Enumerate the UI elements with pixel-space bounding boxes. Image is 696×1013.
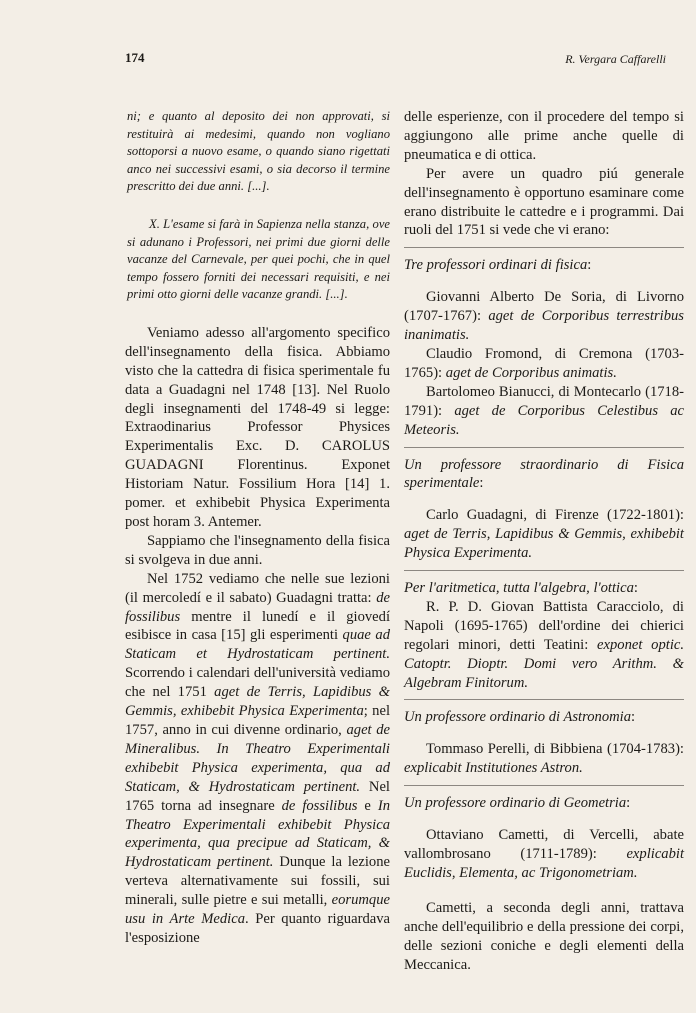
quote-block-2: X. L'esame si farà in Sapienza nella stanza, ove si adunano i Professori, nei primi due giorni delle vacanze del Carnevale, per quei pochi, che in quel tempo fossero forniti dei necessari requisiti, e nei primi otto giorni delle vacanze grandi. [...]. bbox=[127, 216, 390, 302]
right-column bbox=[404, 108, 684, 974]
section-heading: Tre professori ordinari di fisica: bbox=[404, 257, 592, 274]
professor-entry: Bartolomeo Bianucci, di Montecarlo (1718-1791): aget de Corporibus Celestibus ac Meteoris. bbox=[404, 383, 684, 438]
divider bbox=[404, 247, 684, 248]
paragraph: Veniamo adesso all'argomento specifico dell'insegnamento della fisica. Abbiamo visto che la cattedra di fisica sperimentale fu data a Guadagni nel 1748 [13]. Nel Ruolo degli insegnamenti del 1748-49 si legge: Extraodinarius Professor Physices Experimentalis Exc. D. CAROLUS GUADAGNI Florentinus. Exponet Historiam Natur. Fossilium Hora [14] 1. pomer. et exhibebit Physica Experimenta post horam 3. Antemer. bbox=[125, 324, 390, 530]
paragraph: Nel 1752 vediamo che nelle sue lezioni (il mercoledí e il sabato) Guadagni tratta: de fossilibus mentre il lunedí e il giovedí esibisce in casa [15] gli esperimenti quae ad Staticam et Hydrostaticam pertinent. Scorrendo i calendari dell'università vediamo che nel 1751 aget de Terris, Lapidibus & Gemmis, exhibebit Physica Experimenta; nel 1757, anno in cui divenne ordinario, aget de Mineralibus. In Theatro Experimentali exhibebit Physica experimenta, qua ad Staticam, & Hydrostaticam pertinent. Nel 1765 torna ad insegnare de fossilibus e In Theatro Experimentali exhibebit Physica experimenta, qua precipue ad Staticam, & Hydrostaticam pertinent. Dunque la lezione verteva alternativamente sui fossili, sui minerali, sulle pietre e sui metalli, eorumque usu in Arte Medica. Per quanto riguardava l'esposizione bbox=[125, 570, 390, 946]
section-heading: Un professore ordinario di Astronomia: bbox=[404, 709, 636, 726]
divider bbox=[404, 785, 684, 786]
professor-entry: Claudio Fromond, di Cremona (1703-1765): aget de Corporibus animatis. bbox=[404, 345, 684, 381]
page-number: 174 bbox=[125, 50, 145, 65]
divider bbox=[404, 570, 684, 571]
page-header bbox=[0, 50, 696, 70]
section-heading: Un professore straordinario di Fisica sperimentale: bbox=[404, 456, 684, 492]
professor-entry: R. P. D. Giovan Battista Caracciolo, di Napoli (1695-1765) dell'ordine dei chierici regolari minori, detti Teatini: exponet optic. Catoptr. Dioptr. Domi vero Arithm. & Algebram Finitorum. bbox=[404, 598, 684, 691]
paragraph: Cametti, a seconda degli anni, trattava anche dell'equilibrio e della pressione dei corpi, delle sezioni coniche e degli elementi della Meccanica. bbox=[404, 899, 684, 973]
professor-entry: Ottaviano Cametti, di Vercelli, abate vallombrosano (1711-1789): explicabit Euclidis, Elementa, ac Trigonometriam. bbox=[404, 827, 684, 881]
paragraph: delle esperienze, con il procedere del tempo si aggiungono alle prime anche quelle di pneumatica e di ottica. bbox=[404, 109, 684, 163]
professor-entry: Tommaso Perelli, di Bibbiena (1704-1783): explicabit Institutiones Astron. bbox=[404, 741, 684, 777]
divider bbox=[404, 699, 684, 700]
professor-entry: Carlo Guadagni, di Firenze (1722-1801): aget de Terris, Lapidibus & Gemmis, exhibebit Physica Experimenta. bbox=[404, 507, 684, 562]
running-head: R. Vergara Caffarelli bbox=[565, 52, 666, 66]
section-heading: Un professore ordinario di Geometria: bbox=[404, 795, 631, 812]
paragraph: Per avere un quadro piú generale dell'insegnamento è opportuno esaminare come erano distribuite le cattedre e i programmi. Dai ruoli del 1751 si vede che vi erano: bbox=[404, 165, 684, 239]
divider bbox=[404, 447, 684, 448]
quote-block-1: ni; e quanto al deposito dei non approvati, si restituirà ai medesimi, quando non vogliano sottoporsi a nuovo esame, o quando siano rigettati anco nei successivi esami, o sia decorso il termine prescritto dei due anni. [...]. bbox=[127, 109, 390, 194]
section-heading: Per l'aritmetica, tutta l'algebra, l'ottica: bbox=[404, 580, 638, 597]
paragraph: Sappiamo che l'insegnamento della fisica si svolgeva in due anni. bbox=[125, 532, 390, 568]
left-column bbox=[125, 108, 390, 948]
professor-entry: Giovanni Alberto De Soria, di Livorno (1707-1767): aget de Corporibus terrestribus inanimatis. bbox=[404, 289, 684, 344]
